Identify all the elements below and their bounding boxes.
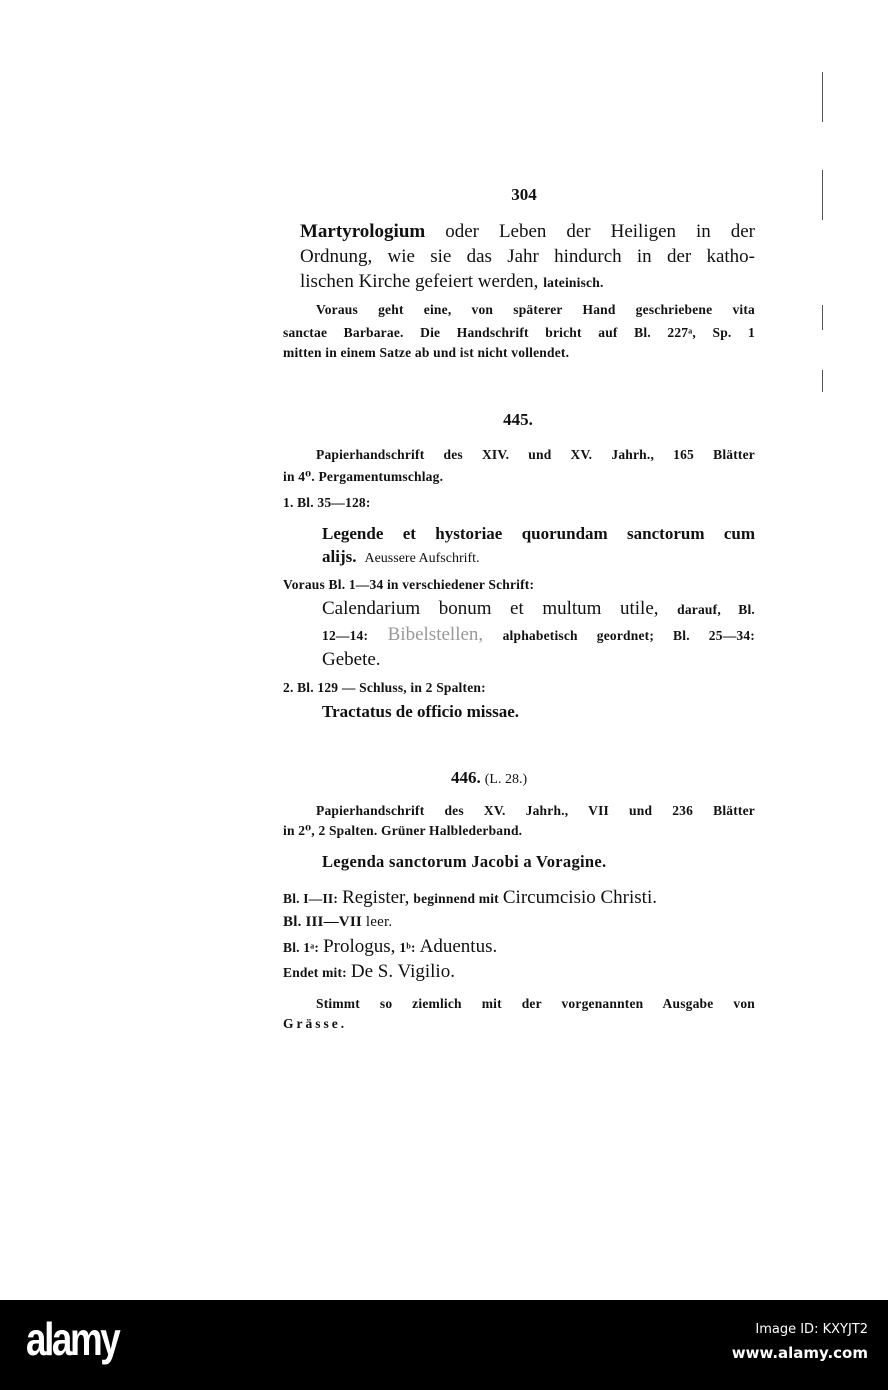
desc-line-2: in 2⁰, 2 Spalten. Grüner Halblederband.: [283, 823, 523, 838]
row-3-b: Prologus,: [323, 936, 396, 957]
preface-line-1: [322, 598, 755, 620]
item-1-note: Aeussere Aufschrift.: [364, 551, 480, 566]
row-1-b: Register,: [342, 887, 410, 908]
title-line-1: [300, 221, 755, 243]
item-1-heading: 1. Bl. 35—128:: [283, 495, 371, 510]
row-1-c: beginnend mit: [413, 891, 499, 906]
entry-number: 445.: [503, 410, 533, 429]
title-line-2: Ordnung, wie sie das Jahr hindurch in der katho-: [300, 246, 755, 267]
row-1-d: Circumcisio Christi.: [502, 887, 657, 908]
note-line-2: Grässe.: [283, 1016, 348, 1031]
note-line-1: Voraus geht eine, von späterer Hand geschriebene vita: [316, 302, 755, 317]
entry-heading: [451, 767, 527, 789]
row-1-a: Bl. I—II:: [283, 891, 339, 906]
preface-heading: Voraus Bl. 1—34 in verschiedener Schrift:: [283, 577, 535, 592]
content-row-4: [283, 961, 455, 983]
preface-line-2-b: Bibelstellen,: [387, 624, 484, 645]
item-2-title: Tractatus de officio missae.: [322, 702, 520, 721]
row-3-a: Bl. 1ᵃ:: [283, 940, 320, 955]
desc-line-1: Papierhandschrift des XV. Jahrh., VII und 236 Blätter: [316, 803, 755, 818]
entry-number: 446.: [451, 768, 481, 787]
preface-line-1-main: Calendarium bonum et multum utile,: [322, 598, 659, 619]
note-line-1: Stimmt so ziemlich mit der vorgenannten Ausgabe von: [316, 996, 755, 1011]
preface-line-2-c: alphabetisch geordnet; Bl. 25—34:: [502, 628, 755, 643]
title-line-3: [300, 271, 604, 293]
alamy-logo: alamy: [26, 1313, 119, 1365]
preface-line-3: Gebete.: [322, 649, 381, 670]
image-id: Image ID: KXYJT2: [755, 1322, 868, 1337]
preface-line-2-a: 12—14:: [322, 628, 369, 643]
page-number: 304: [511, 185, 537, 204]
content-row-1: [283, 887, 657, 909]
preface-line-1-small: darauf, Bl.: [677, 602, 756, 617]
row-3-c: 1ᵇ:: [399, 940, 416, 955]
desc-line-1: Papierhandschrift des XIV. und XV. Jahrh., 165 Blätter: [316, 447, 755, 462]
content-row-2: [283, 911, 392, 933]
note-line-2: sanctae Barbarae. Die Handschrift bricht auf Bl. 227ᵃ, Sp. 1: [283, 325, 755, 340]
scan-edge-mark: [822, 72, 823, 122]
title-line-3-main: lischen Kirche gefeiert werden,: [300, 271, 539, 292]
desc-line-2: in 4⁰. Pergamentumschlag.: [283, 469, 444, 484]
row-4-a: Endet mit:: [283, 965, 347, 980]
scan-edge-mark: [822, 305, 823, 330]
content-row-3: [283, 936, 497, 958]
scan-edge-mark: [822, 170, 823, 220]
title-line-3-small: lateinisch.: [543, 275, 604, 290]
preface-line-2: [322, 624, 755, 646]
watermark-bar: [0, 1300, 888, 1390]
row-2-b: leer.: [365, 914, 393, 930]
title-rest: oder Leben der Heiligen in der: [445, 221, 755, 242]
scan-edge-mark: [822, 370, 823, 392]
work-title: Legenda sanctorum Jacobi a Voragine.: [322, 852, 607, 871]
row-4-b: De S. Vigilio.: [350, 961, 455, 982]
item-1-title-end: alijs.: [322, 547, 357, 566]
site-url: www.alamy.com: [731, 1344, 868, 1362]
item-1-title-line-1: Legende et hystoriae quorundam sanctorum cum: [322, 524, 755, 543]
row-3-d: Aduentus.: [419, 936, 498, 957]
entry-reference: (L. 28.): [484, 772, 528, 787]
title-bold: Martyrologium: [300, 221, 426, 242]
item-1-title-line-2: [322, 546, 480, 568]
item-2-heading: 2. Bl. 129 — Schluss, in 2 Spalten:: [283, 680, 486, 695]
note-line-3: mitten in einem Satze ab und ist nicht vollendet.: [283, 345, 570, 360]
row-2-a: Bl. III—VII: [283, 914, 362, 930]
